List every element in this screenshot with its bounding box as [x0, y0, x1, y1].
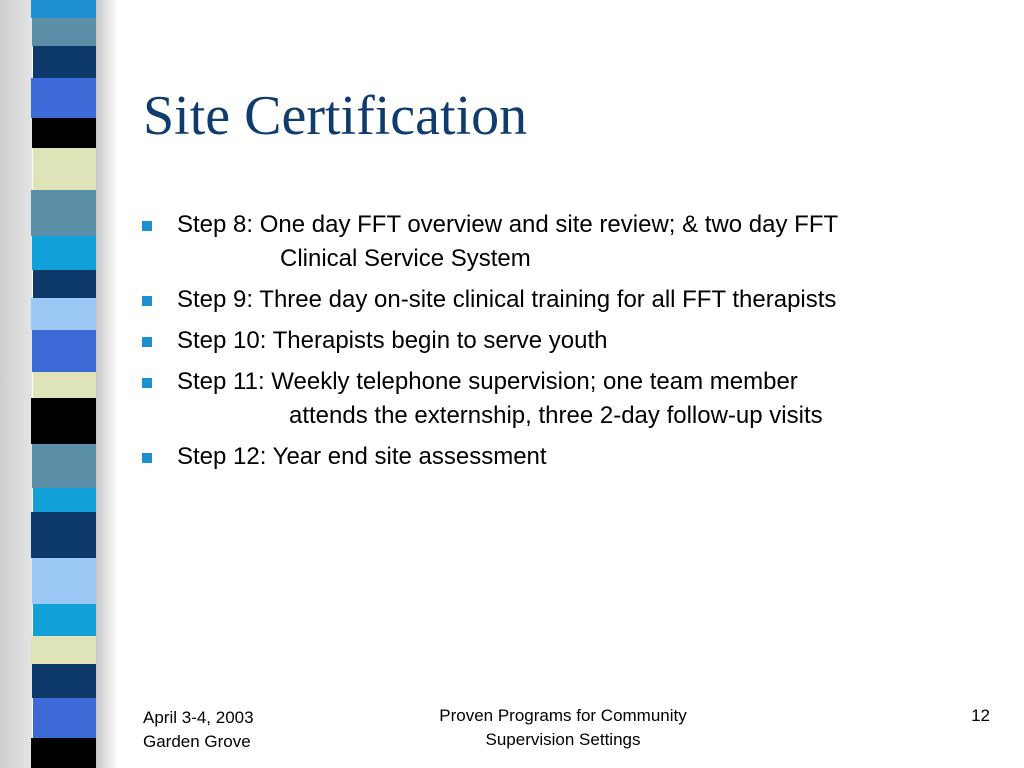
stripe-block	[31, 78, 96, 118]
decorative-stripe	[0, 0, 118, 768]
stripe-block	[32, 444, 96, 488]
stripe-block	[31, 738, 96, 768]
footer-program: Proven Programs for Community Supervision Settings	[439, 706, 687, 749]
stripe-block	[33, 270, 96, 298]
stripe-block	[31, 190, 96, 236]
stripe-block	[32, 330, 96, 372]
bullet-item: Step 12: Year end site assessment	[140, 440, 1000, 474]
stripe-block	[32, 118, 96, 148]
footer-date-location	[143, 706, 254, 754]
stripe-block	[31, 0, 96, 18]
page-number: 12	[971, 706, 990, 725]
footer-location: Garden Grove	[143, 732, 251, 751]
stripe-block	[31, 298, 96, 330]
stripe-block	[31, 398, 96, 444]
bullet-list	[140, 208, 1000, 481]
stripe-block	[31, 636, 96, 664]
slide-title: Site Certification	[143, 85, 528, 147]
stripe-block	[33, 372, 96, 398]
stripe-block	[33, 46, 96, 78]
stripe-block	[32, 236, 96, 270]
stripe-block	[33, 488, 96, 512]
stripe-block	[32, 18, 96, 46]
stripe-block	[31, 512, 96, 558]
bullet-item: Step 10: Therapists begin to serve youth	[140, 324, 1000, 358]
bullet-item: Step 11: Weekly telephone supervision; one team member attends the externship, three 2-day follow-up visits	[140, 365, 1000, 433]
stripe-block	[32, 664, 96, 698]
stripe-block	[33, 148, 96, 190]
bullet-item: Step 9: Three day on-site clinical training for all FFT therapists	[140, 283, 1000, 317]
footer-date: April 3-4, 2003	[143, 708, 254, 727]
stripe-block	[33, 698, 96, 738]
stripe-block	[32, 558, 96, 604]
square-bullet-icon	[142, 296, 152, 306]
bullet-item: Step 8: One day FFT overview and site review; & two day FFT Clinical Service System	[140, 208, 1000, 276]
square-bullet-icon	[142, 337, 152, 347]
stripe-block	[33, 604, 96, 636]
square-bullet-icon	[142, 221, 152, 231]
square-bullet-icon	[142, 378, 152, 388]
square-bullet-icon	[142, 453, 152, 463]
